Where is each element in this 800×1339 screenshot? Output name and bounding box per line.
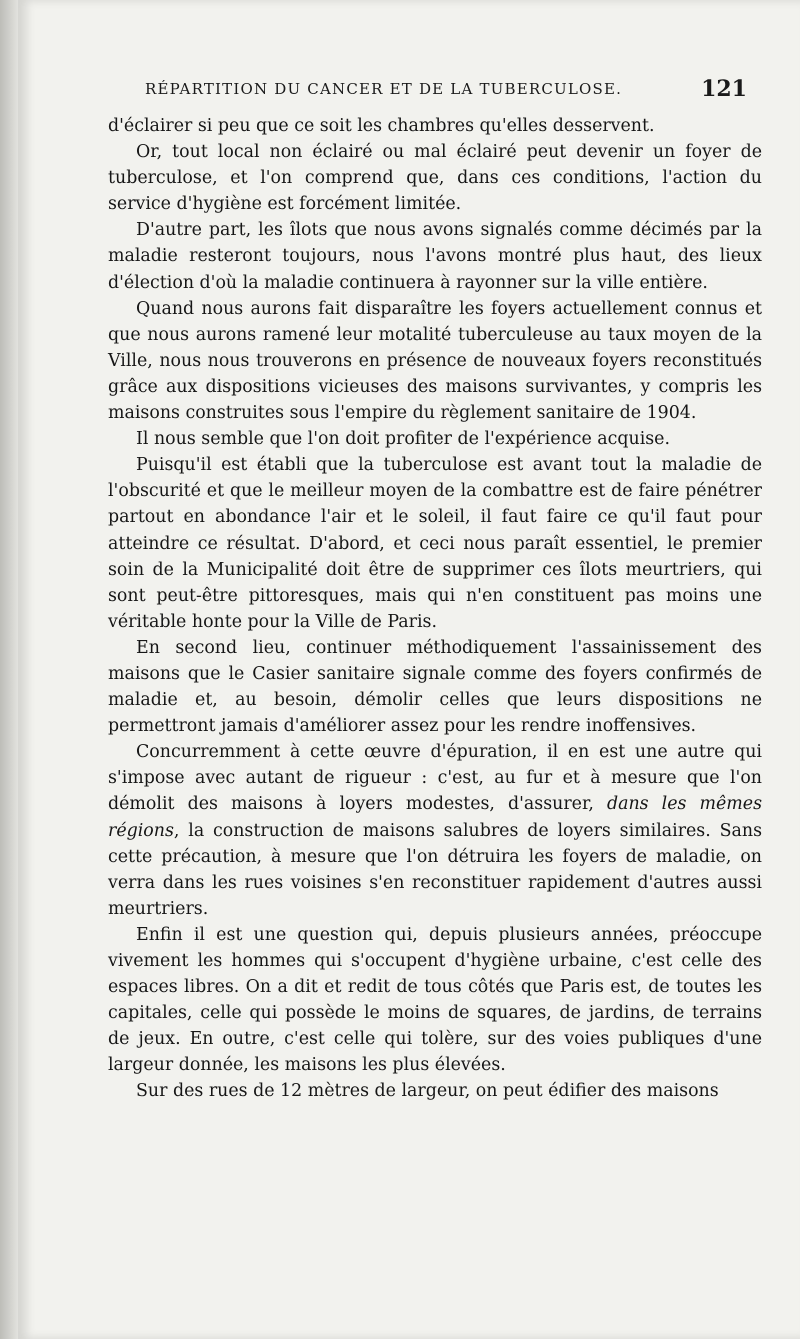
paragraph-5: Il nous semble que l'on doit profiter de l'expérience acquise. [136, 429, 671, 450]
paragraph-3: D'autre part, les îlots que nous avons signalés comme décimés par la maladie resteront toujours, nous l'avons montré plus haut, des lieux d'élection d'où la maladie continuera à rayonner sur la ville entière. [108, 220, 762, 293]
paragraph-8-text-start: Concurremment à cette œuvre d'épuration, il en est une autre qui s'impose avec autant de rigueur : c'est, au fur et à mesure que l'on démolit des maisons à loyers modestes, d'assurer, [108, 742, 762, 815]
body-text [108, 113, 762, 1105]
paragraph-8-italic-phrase: dans les mêmes régions [108, 794, 762, 841]
paragraph-6: Puisqu'il est établi que la tuberculose est avant tout la maladie de l'obscurité et que le meilleur moyen de la combattre est de faire pénétrer partout en abondance l'air et le soleil, il faut faire ce qu'il faut pour atteindre ce résultat. D'abord, et ceci nous paraît essentiel, le premier soin de la Municipalité doit être de supprimer ces îlots meurtriers, qui sont peut-être pittoresques, mais qui n'en constituent pas moins une véritable honte pour la Ville de Paris. [108, 455, 762, 632]
running-title: RÉPARTITION DU CANCER ET DE LA TUBERCULOSE. [145, 80, 623, 98]
paragraph-9: Enfin il est une question qui, depuis plusieurs années, préoccupe vivement les hommes qui s'occupent d'hygiène urbaine, c'est celle des espaces libres. On a dit et redit de tous côtés que Paris est, de toutes les capitales, celle qui possède le moins de squares, de jardins, de terrains de jeux. En outre, c'est celle qui tolère, sur des voies publiques d'une largeur donnée, les maisons les plus élevées. [108, 924, 762, 1076]
page-number: 121 [701, 76, 747, 102]
running-head [145, 76, 755, 102]
binding-edge [0, 0, 18, 1339]
paragraph-10: Sur des rues de 12 mètres de largeur, on peut édifier des maisons [136, 1081, 719, 1102]
paragraph-7: En second lieu, continuer méthodiquement l'assainissement des maisons que le Casier sanitaire signale comme des foyers confirmés de maladie et, au besoin, démolir celles que leurs dispositions ne permettront jamais d'améliorer assez pour les rendre inoffensives. [108, 637, 762, 737]
paragraph-8 [108, 739, 762, 922]
paragraph-2: Or, tout local non éclairé ou mal éclairé peut devenir un foyer de tuberculose, et l'on comprend que, dans ces conditions, l'action du service d'hygiène est forcément limitée. [108, 142, 762, 215]
paragraph-1: d'éclairer si peu que ce soit les chambres qu'elles desservent. [108, 116, 655, 136]
paragraph-4: Quand nous aurons fait disparaître les foyers actuellement connus et que nous aurons ramené leur motalité tuberculeuse au taux moyen de la Ville, nous nous trouverons en présence de nouveaux foyers reconstitués grâce aux dispositions vicieuses des maisons survivantes, y compris les maisons construites sous l'empire du règlement sanitaire de 1904. [108, 298, 762, 424]
paragraph-8-text-end: , la construction de maisons salubres de loyers similaires. Sans cette précaution, à mesure que l'on détruira les foyers de maladie, on verra dans les rues voisines s'en reconstituer rapidement d'autres aussi meurtriers. [108, 820, 762, 919]
